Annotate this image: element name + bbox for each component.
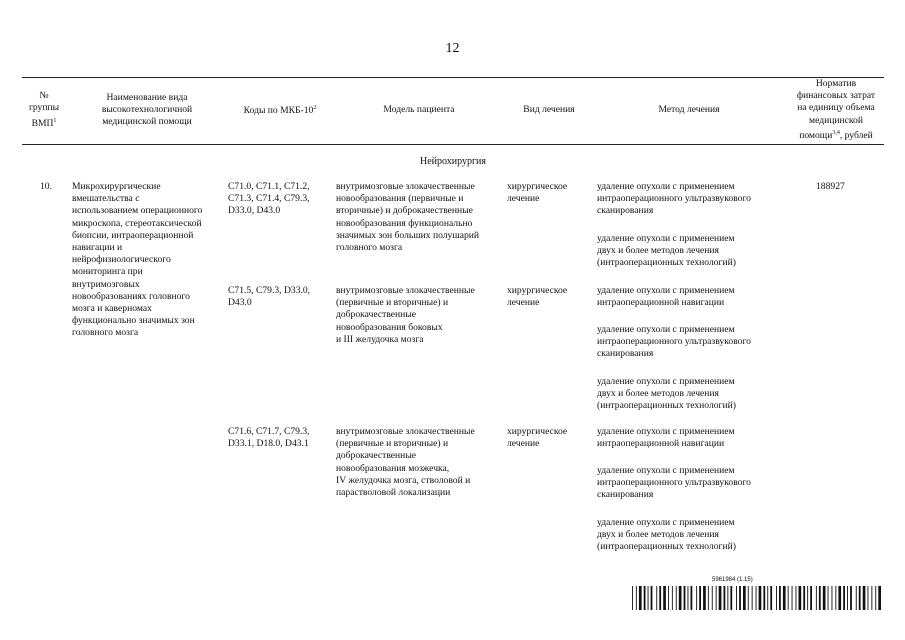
- barcode-bar: [703, 586, 706, 610]
- header-care-type-text: Наименование вида высокотехнологичной медицинской помощи: [101, 91, 193, 128]
- row-2-method-3: удаление опухоли с применением двух и более методов лечения (интраоперационных технологий): [597, 376, 736, 412]
- row-2-codes: C71.5, C79.3, D33.0, D43.0: [228, 285, 311, 309]
- row-1-treatment-type: хирургическое лечение: [507, 181, 568, 205]
- row-3-treatment-type: хирургическое лечение: [507, 426, 568, 450]
- header-group-number: [22, 78, 66, 142]
- row-2-method-2: удаление опухоли с применением интраоперационного ультразвукового сканирования: [597, 324, 751, 360]
- group-cost: 188927: [816, 181, 845, 192]
- barcode-bar: [878, 586, 881, 610]
- barcode-bar: [639, 586, 642, 610]
- row-3-codes: C71.6, C71.7, C79.3, D33.1, D18.0, D43.1: [228, 426, 310, 450]
- barcode-bar: [847, 586, 848, 610]
- barcode-bar: [779, 586, 781, 610]
- row-3-method-3: удаление опухоли с применением двух и более методов лечения (интраоперационных технологий): [597, 517, 736, 553]
- header-cost-standard-footnote: 3,4: [832, 129, 840, 136]
- barcode-bar: [636, 586, 637, 610]
- barcode-bar: [659, 586, 661, 610]
- barcode-bar: [767, 586, 768, 610]
- barcode-bar: [803, 586, 805, 610]
- barcode-bar: [759, 586, 762, 610]
- header-cost-standard-text: Норматив финансовых затрат на единицу объема медицинской помощи: [796, 77, 876, 141]
- barcode-bar: [807, 586, 808, 610]
- header-treatment-method: [596, 78, 782, 142]
- header-icd-codes-text: Коды по МКБ-10: [243, 105, 314, 117]
- barcode-bar: [730, 586, 732, 610]
- barcode-bar: [679, 586, 682, 610]
- header-cost-standard-unit: , рублей: [839, 129, 873, 141]
- barcode-bar: [648, 586, 649, 610]
- row-1-patient-model: внутримозговые злокачественные новообразования (первичные и вторичные) и доброкачественные новообразования функционально значимых зон больших полушарий головного мозга: [336, 181, 480, 254]
- barcode-bar: [832, 586, 833, 610]
- barcode-bar: [644, 586, 646, 610]
- barcode-bar: [792, 586, 793, 610]
- header-icd-codes: [228, 78, 332, 142]
- barcode-bar: [875, 586, 876, 610]
- header-group-number-text: № группы ВМП: [28, 90, 60, 129]
- barcode-bar: [712, 586, 713, 610]
- barcode-bar: [843, 586, 845, 610]
- barcode-bar: [810, 586, 812, 610]
- header-treatment-method-text: Метод лечения: [658, 103, 720, 115]
- row-2-method-1: удаление опухоли с применением интраоперационной навигации: [597, 285, 735, 309]
- row-3-patient-model: внутримозговые злокачественные (первичные и вторичные) и доброкачественные новообразования мозжечка, IV желудочка мозга, стволовой и парастволовой локализации: [336, 426, 475, 499]
- row-3-method-1: удаление опухоли с применением интраоперационной навигации: [597, 426, 735, 450]
- barcode-bar: [699, 586, 701, 610]
- barcode-bar: [816, 586, 817, 610]
- barcode-bar: [770, 586, 772, 610]
- header-care-type: [72, 78, 222, 142]
- barcode-number: 5961984 (1.15): [712, 577, 753, 583]
- barcode-bar: [796, 586, 797, 610]
- row-1-codes: C71.0, C71.1, C71.2, C71.3, C71.4, C79.3, D33.0, D43.0: [228, 181, 310, 217]
- barcode-bar: [819, 586, 821, 610]
- header-patient-model-text: Модель пациента: [383, 103, 455, 115]
- barcode-bar: [632, 586, 633, 610]
- barcode-bar: [708, 586, 709, 610]
- barcode-bar: [727, 586, 728, 610]
- barcode-bar: [696, 586, 697, 610]
- barcode-bar: [668, 586, 669, 610]
- barcode-bar: [688, 586, 689, 610]
- barcode-bar: [736, 586, 737, 610]
- barcode-bar: [763, 586, 765, 610]
- barcode-bar: [799, 586, 802, 610]
- barcode-bar: [719, 586, 722, 610]
- barcode-bar: [850, 586, 852, 610]
- barcode-bar: [863, 586, 866, 610]
- barcode-bar: [856, 586, 857, 610]
- barcode-bar: [663, 586, 666, 610]
- group-number: 10.: [40, 181, 52, 192]
- barcode-bar: [691, 586, 693, 610]
- header-cost-standard: [786, 78, 886, 142]
- group-care-name: Микрохирургические вмешательства с использованием операционного микроскопа, стереотаксической биопсии, интраоперационной навигации и нейрофизиологического мониторинга при внутримозговых новообразованиях головного мозга и каверномах функционально значимых зон головного мозга: [72, 181, 203, 339]
- barcode-bar: [748, 586, 749, 610]
- barcode-icon: [632, 586, 884, 610]
- barcode-bar: [788, 586, 789, 610]
- header-patient-model: [336, 78, 502, 142]
- barcode-bar: [828, 586, 829, 610]
- row-2-patient-model: внутримозговые злокачественные (первичные и вторичные) и доброкачественные новообразования боковых и III желудочка мозга: [336, 285, 475, 345]
- header-treatment-type-text: Вид лечения: [523, 103, 575, 115]
- barcode-bar: [868, 586, 869, 610]
- barcode-bar: [776, 586, 777, 610]
- barcode-bar: [752, 586, 753, 610]
- barcode-graphic: [632, 586, 884, 610]
- barcode-bar: [838, 586, 841, 610]
- barcode-bar: [724, 586, 726, 610]
- barcode-bar: [672, 586, 673, 610]
- barcode-bar: [835, 586, 836, 610]
- barcode-bar: [756, 586, 757, 610]
- barcode-bar: [684, 586, 686, 610]
- barcode-bar: [871, 586, 872, 610]
- barcode-bar: [743, 586, 746, 610]
- barcode-bar: [651, 586, 653, 610]
- row-1-method-2: удаление опухоли с применением двух и более методов лечения (интраоперационных технологий): [597, 233, 736, 269]
- row-3-method-2: удаление опухоли с применением интраоперационного ультразвукового сканирования: [597, 465, 751, 501]
- row-1-method-1: удаление опухоли с применением интраоперационного ультразвукового сканирования: [597, 181, 751, 217]
- barcode-bar: [676, 586, 677, 610]
- row-2-treatment-type: хирургическое лечение: [507, 285, 568, 309]
- page-number: 12: [445, 41, 460, 56]
- header-group-number-footnote: 1: [53, 117, 57, 124]
- barcode-bar: [823, 586, 826, 610]
- barcode-bar: [783, 586, 786, 610]
- table-header-rule: [22, 144, 884, 145]
- barcode-bar: [716, 586, 717, 610]
- header-treatment-type: [506, 78, 592, 142]
- section-title: Нейрохирургия: [419, 156, 487, 167]
- barcode-bar: [656, 586, 657, 610]
- barcode-bar: [739, 586, 741, 610]
- header-icd-codes-footnote: 2: [313, 105, 317, 112]
- barcode-bar: [859, 586, 861, 610]
